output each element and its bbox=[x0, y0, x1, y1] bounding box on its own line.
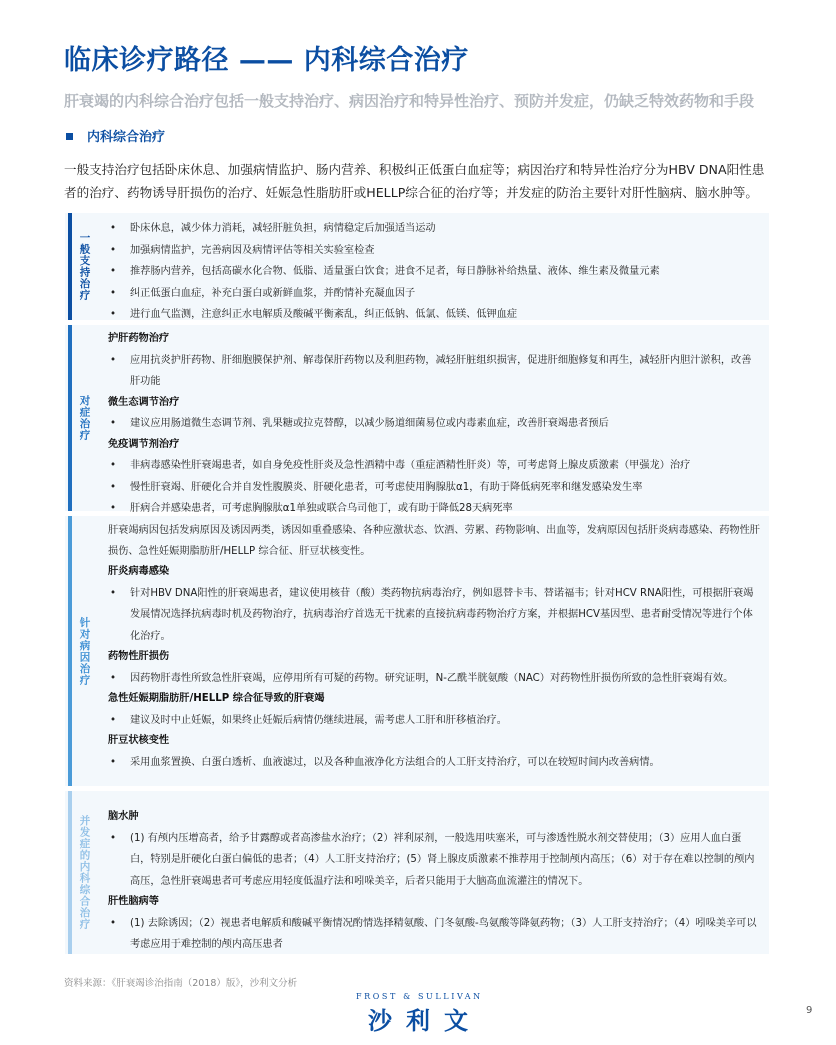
etiology-block bbox=[65, 516, 769, 786]
symptomatic-label: 对症治疗 bbox=[78, 395, 91, 441]
side-bar bbox=[68, 791, 72, 954]
section-title: 内科综合治疗 bbox=[87, 130, 166, 145]
list-item: • 建议应用肠道微生态调节剂、乳果糖或拉克替醇，以减少肠道细菌易位或内毒素血症，改善肝衰竭患者预后 bbox=[108, 413, 761, 435]
block-side-label bbox=[65, 325, 97, 511]
list-item: • 加强病情监护，完善病因及病情评估等相关实验室检查 bbox=[108, 240, 761, 262]
list-item: • 建议及时中止妊娠，如果终止妊娠后病情仍继续进展，需考虑人工肝和肝移植治疗。 bbox=[108, 710, 761, 732]
list-item: • (1) 去除诱因；（2）视患者电解质和酸碱平衡情况酌情选择精氨酸、门冬氨酸-鸟氨酸等降氨药物；（3）人工肝支持治疗；（4）吲哚美辛可以考虑应用于难控制的颅内高压患者 bbox=[108, 913, 761, 956]
subheading: 药物性肝损伤 bbox=[108, 651, 170, 662]
list-item: • 因药物肝毒性所致急性肝衰竭，应停用所有可疑的药物。研究证明，N-乙酰半胱氨酸（NAC）对药物性肝损伤所致的急性肝衰竭有效。 bbox=[108, 668, 761, 690]
symptomatic-block bbox=[65, 325, 769, 514]
source-note: 资料来源：《肝衰竭诊治指南（2018）版》，沙利文分析 bbox=[64, 978, 298, 989]
logo-english: FROST & SULLIVAN bbox=[356, 992, 483, 1001]
subheading: 微生态调节治疗 bbox=[108, 396, 180, 408]
section-intro: 一般支持治疗包括卧床休息、加强病情监护、肠内营养、积极纠正低蛋白血症等；病因治疗和特异性治疗分为HBV DNA阳性患者的治疗、药物诱导肝损伤的治疗、妊娠急性脂肪肝或HELLP综合征的治疗等；并发症的防治主要针对肝性脑病、脑水肿等。 bbox=[64, 162, 765, 200]
block-side-label bbox=[65, 516, 97, 786]
list-item: • 纠正低蛋白血症，补充白蛋白或新鲜血浆，并酌情补充凝血因子 bbox=[108, 283, 761, 305]
complication-block bbox=[65, 791, 769, 954]
logo-chinese: 沙利文 bbox=[368, 1007, 482, 1035]
page-title: 临床诊疗路径 —— 内科综合治疗 bbox=[64, 45, 469, 76]
subheading: 肝性脑病等 bbox=[108, 896, 159, 907]
side-bar bbox=[68, 516, 72, 786]
list-item: • 非病毒感染性肝衰竭患者，如自身免疫性肝炎及急性酒精中毒（重症酒精性肝炎）等，可考虑肾上腺皮质激素（甲强龙）治疗 bbox=[108, 455, 761, 477]
section-heading bbox=[66, 126, 165, 145]
page-number: 9 bbox=[806, 1005, 813, 1016]
subheading: 护肝药物治疗 bbox=[108, 333, 170, 344]
list-item: • 慢性肝衰竭、肝硬化合并自发性腹膜炎、肝硬化患者，可考虑使用胸腺肽α1，有助于降低病死率和继发感染发生率 bbox=[108, 477, 761, 499]
list-item: • 采用血浆置换、白蛋白透析、血液滤过，以及各种血液净化方法组合的人工肝支持治疗，可以在较短时间内改善病情。 bbox=[108, 752, 761, 774]
complication-label: 并发症的内科综合治疗 bbox=[78, 815, 91, 930]
list-item: • 针对HBV DNA阳性的肝衰竭患者，建议使用核苷（酸）类药物抗病毒治疗，例如恩替卡韦、替诺福韦；针对HCV RNA阳性，可根据肝衰竭发展情况选择抗病毒时机及药物治疗，抗病毒治疗首选无干扰素的直接抗病毒药物治疗方案，并根据HCV基因型、患者耐受情况等进行个体化治疗。 bbox=[108, 583, 761, 648]
subheading: 肝豆状核变性 bbox=[108, 735, 170, 746]
etiology-label: 针对病因治疗 bbox=[78, 616, 91, 686]
square-bullet-icon bbox=[66, 133, 73, 140]
list-item: • (1) 有颅内压增高者，给予甘露醇或者高渗盐水治疗；（2）袢利尿剂，一般选用呋塞米，可与渗透性脱水剂交替使用；（3）应用人血白蛋白，特别是肝硬化白蛋白偏低的患者；（4）人工肝支持治疗；(5）肾上腺皮质激素不推荐用于控制颅内高压；（6）对于存在难以控制的颅内高压，急性肝衰竭患者可考虑应用轻度低温疗法和吲哚美辛，后者只能用于大脑高血流灌注的情况下。 bbox=[108, 828, 761, 893]
page-subtitle: 肝衰竭的内科综合治疗包括一般支持治疗、病因治疗和特异性治疗、预防并发症，仍缺乏特效药物和手段 bbox=[64, 92, 755, 110]
general-support-block bbox=[65, 213, 769, 320]
subheading: 免疫调节剂治疗 bbox=[108, 438, 180, 450]
side-bar bbox=[68, 325, 72, 511]
block-side-label bbox=[65, 791, 97, 954]
list-item: • 应用抗炎护肝药物、肝细胞膜保护剂、解毒保肝药物以及利胆药物，减轻肝脏组织损害，促进肝细胞修复和再生，减轻肝内胆汁淤积，改善肝功能 bbox=[108, 350, 761, 393]
block-side-label bbox=[65, 213, 97, 320]
side-bar bbox=[68, 213, 72, 320]
subheading: 脑水肿 bbox=[108, 811, 139, 822]
list-item: • 推荐肠内营养，包括高碳水化合物、低脂、适量蛋白饮食；进食不足者，每日静脉补给热量、液体、维生素及微量元素 bbox=[108, 261, 761, 283]
block-intro: 肝衰竭病因包括发病原因及诱因两类，诱因如重叠感染、各种应激状态、饮酒、劳累、药物影响、出血等，发病原因包括肝炎病毒感染、药物性肝损伤、急性妊娠期脂肪肝/HELLP 综合征、肝豆状核变性。 bbox=[108, 525, 760, 557]
subheading: 急性妊娠期脂肪肝/HELLP 综合征导致的肝衰竭 bbox=[108, 693, 325, 704]
general-support-label: 一般支持治疗 bbox=[78, 232, 91, 301]
subheading: 肝炎病毒感染 bbox=[108, 566, 170, 577]
list-item: • 进行血气监测，注意纠正水电解质及酸碱平衡紊乱，纠正低钠、低氯、低镁、低钾血症 bbox=[108, 304, 761, 326]
list-item: • 肝病合并感染患者，可考虑胸腺肽α1单独或联合乌司他丁，或有助于降低28天病死率 bbox=[108, 498, 761, 520]
list-item: • 卧床休息，减少体力消耗，减轻肝脏负担，病情稳定后加强适当运动 bbox=[108, 218, 761, 240]
